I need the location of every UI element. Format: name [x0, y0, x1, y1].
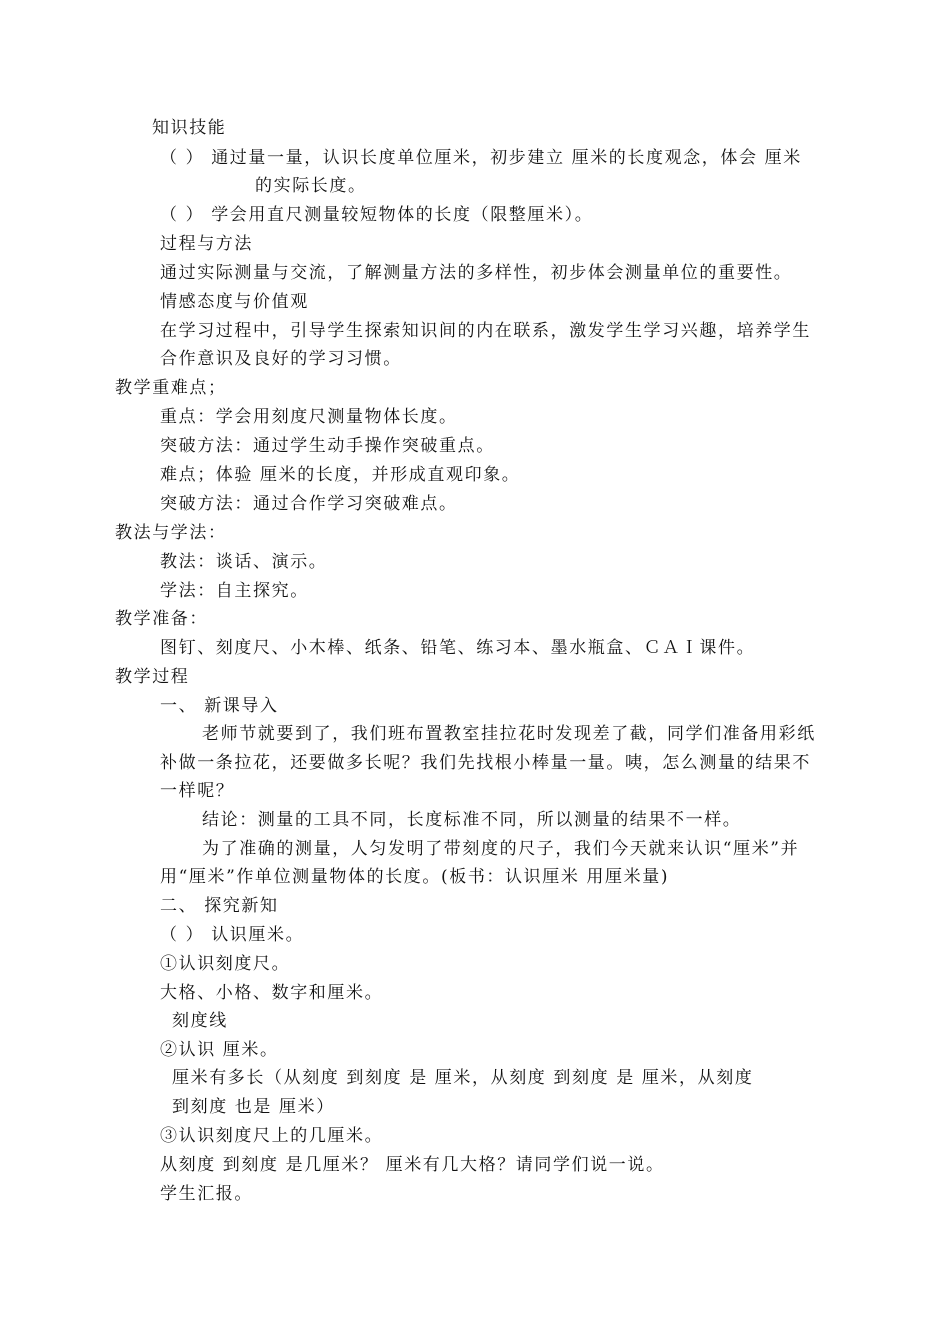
- attitude-text-line-2: 合作意识及良好的学习习惯。: [160, 349, 402, 369]
- intro-paragraph-line-2: 补做一条拉花，还要做多长呢？我们先找根小棒量一量。咦，怎么测量的结果不: [160, 753, 811, 773]
- preparation-items: 图钉、刻度尺、小木棒、纸条、铅笔、练习本、墨水瓶盒、ＣＡＩ课件。: [160, 638, 756, 658]
- ruler-paragraph-line-2: 用“厘米”作单位测量物体的长度。(板书：认识厘米 用厘米量): [160, 867, 670, 887]
- heading-teaching-learning-methods: 教法与学法：: [115, 523, 227, 543]
- teaching-method: 教法：谈话、演示。: [160, 552, 328, 572]
- intro-paragraph-line-1: 老师节就要到了，我们班布置教室挂拉花时发现差了截，同学们准备用彩纸: [202, 724, 816, 744]
- key-point-method: 突破方法：通过学生动手操作突破重点。: [160, 436, 495, 456]
- heading-teaching-process: 教学过程: [115, 667, 190, 687]
- intro-paragraph-line-3: 一样呢？: [160, 781, 235, 801]
- attitude-text-line-1: 在学习过程中，引导学生探索知识间的内在联系，激发学生学习兴趣，培养学生: [160, 321, 811, 341]
- student-report: 学生汇报。: [160, 1184, 253, 1204]
- heading-preparation: 教学准备：: [115, 609, 208, 629]
- section-2-title: 二、 探究新知: [160, 896, 279, 916]
- objective-1-line-2: 的实际长度。: [255, 176, 367, 196]
- scale-line-label: 刻度线: [172, 1011, 228, 1031]
- heading-process-method: 过程与方法: [160, 234, 253, 254]
- ruler-parts: 大格、小格、数字和厘米。: [160, 983, 384, 1003]
- heading-attitude-values: 情感态度与价值观: [160, 292, 309, 312]
- process-method-text: 通过实际测量与交流，了解测量方法的多样性，初步体会测量单位的重要性。: [160, 263, 793, 283]
- objective-1-line-1: （ ） 通过量一量，认识长度单位厘米，初步建立 厘米的长度观念，体会 厘米: [160, 148, 802, 168]
- objective-2: （ ） 学会用直尺测量较短物体的长度（限整厘米）。: [160, 205, 594, 225]
- difficult-point: 难点；体验 厘米的长度，并形成直观印象。: [160, 465, 521, 485]
- step-2: ②认识 厘米。: [160, 1040, 279, 1060]
- heading-key-difficult-points: 教学重难点；: [115, 378, 227, 398]
- step-3-question: 从刻度 到刻度 是几厘米？ 厘米有几大格？请同学们说一说。: [160, 1155, 665, 1175]
- step-1: ①认识刻度尺。: [160, 954, 291, 974]
- cm-length-line-1: 厘米有多长（从刻度 到刻度 是 厘米，从刻度 到刻度 是 厘米，从刻度: [172, 1068, 754, 1088]
- section-1-title: 一、 新课导入: [160, 696, 279, 716]
- step-3: ③认识刻度尺上的几厘米。: [160, 1126, 384, 1146]
- learning-method: 学法：自主探究。: [160, 581, 309, 601]
- heading-knowledge-skills: 知识技能: [152, 118, 227, 138]
- conclusion: 结论：测量的工具不同，长度标准不同，所以测量的结果不一样。: [202, 810, 742, 830]
- ruler-paragraph-line-1: 为了准确的测量，人匀发明了带刻度的尺子，我们今天就来认识“厘米”并: [202, 839, 800, 859]
- key-point: 重点：学会用刻度尺测量物体长度。: [160, 407, 458, 427]
- difficult-point-method: 突破方法：通过合作学习突破难点。: [160, 494, 458, 514]
- subsection-recognize-cm: （ ） 认识厘米。: [160, 925, 305, 945]
- cm-length-line-2: 到刻度 也是 厘米）: [172, 1097, 335, 1117]
